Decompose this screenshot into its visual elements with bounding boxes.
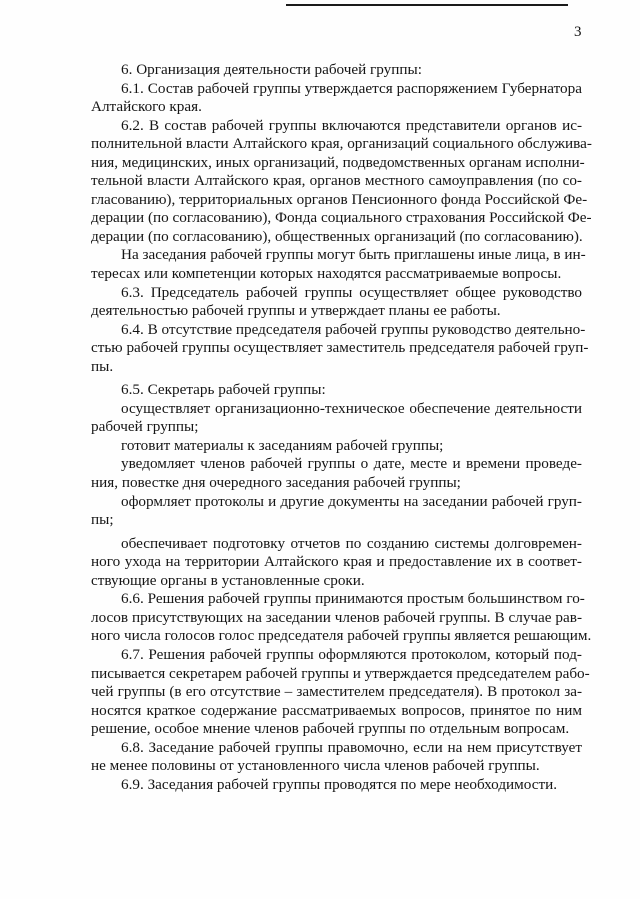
paragraph-p-6-4 <box>91 320 589 377</box>
paragraph-p-6-1 <box>91 80 582 117</box>
paragraph-p-6-2b <box>91 246 586 283</box>
text-line: ствующие органы в установленные сроки. <box>91 571 365 589</box>
text-line: ного ухода на территории Алтайского края и предоставление их в соответ- <box>91 553 582 571</box>
text-line: пы. <box>91 357 114 375</box>
text-line: не менее половины от установленного числа членов рабочей группы. <box>91 757 540 775</box>
text-line: 6.8. Заседание рабочей группы правомочно, если на нем присутствует <box>121 738 582 756</box>
paragraph-p-6 <box>91 61 582 80</box>
paragraph-p-6-6 <box>91 590 592 646</box>
text-line: дерации (по согласованию), Фонда социального страхования Российской Фе- <box>91 209 592 227</box>
text-line: писывается секретарем рабочей группы и утверждается председателем рабо- <box>91 664 590 682</box>
text-line: ного числа голосов голос председателя рабочей группы является решающим. <box>91 627 592 645</box>
paragraph-p-6-5d <box>91 493 582 530</box>
text-line: лосов присутствующих на заседании членов рабочей группы. В случае рав- <box>91 608 582 626</box>
paragraph-p-6-5 <box>91 381 582 400</box>
text-line: дерации (по согласованию), общественных организаций (по согласованию). <box>91 227 583 245</box>
paragraph-p-6-2 <box>91 116 592 247</box>
text-line: стью рабочей группы осуществляет заместитель председателя рабочей груп- <box>91 339 589 357</box>
text-line: полнительной власти Алтайского края, организаций социального обслужива- <box>91 135 592 153</box>
text-line: носятся краткое содержание рассматриваемых вопросов, принятое по ним <box>91 701 582 719</box>
text-line: 6.6. Решения рабочей группы принимаются простым большинством го- <box>121 590 585 608</box>
text-line: 6.3. Председатель рабочей группы осуществляет общее руководство <box>121 283 582 301</box>
text-line: 6. Организация деятельности рабочей группы: <box>121 61 422 78</box>
text-line: готовит материалы к заседаниям рабочей группы; <box>121 436 444 454</box>
text-line: тересах или компетенции которых находятся рассматриваемые вопросы. <box>91 265 562 283</box>
paragraph-p-6-5c <box>91 455 582 492</box>
paragraph-p-6-3 <box>91 284 582 321</box>
text-line: 6.4. В отсутствие председателя рабочей группы руководство деятельно- <box>121 320 586 338</box>
document-body <box>91 61 592 794</box>
text-line: пы; <box>91 511 114 529</box>
paragraph-p-6-9 <box>91 776 582 795</box>
text-line: тельной власти Алтайского края, органов местного самоуправления (по со- <box>91 172 582 190</box>
text-line: гласованию), территориальных органов Пенсионного фонда Российской Фе- <box>91 190 588 208</box>
paragraph-p-6-5b <box>91 437 582 456</box>
text-line: рабочей группы; <box>91 418 199 436</box>
text-line: ния, повестке дня очередного заседания рабочей группы; <box>91 474 461 492</box>
text-line: На заседания рабочей группы могут быть приглашены иные лица, в ин- <box>121 246 586 264</box>
text-line: решение, особое мнение членов рабочей группы по отдельным вопросам. <box>91 720 570 738</box>
text-line: 6.5. Секретарь рабочей группы: <box>121 381 326 399</box>
text-line: осуществляет организационно-техническое обеспечение деятельности <box>121 399 582 417</box>
text-line: деятельностью рабочей группы и утверждает планы ее работы. <box>91 302 501 320</box>
text-line: 6.9. Заседания рабочей группы проводятся по мере необходимости. <box>121 775 558 793</box>
text-line: 6.7. Решения рабочей группы оформляются протоколом, который под- <box>121 645 582 663</box>
top-edge-rule <box>286 4 568 6</box>
paragraph-p-6-8 <box>91 739 582 776</box>
page-number: 3 <box>574 24 582 40</box>
text-line: уведомляет членов рабочей группы о дате, месте и времени проведе- <box>121 455 582 473</box>
paragraph-p-6-7 <box>91 645 590 739</box>
paragraph-p-6-5a <box>91 400 582 437</box>
text-line: чей группы (в его отсутствие – заместителем председателя). В протокол за- <box>91 683 582 701</box>
paragraph-p-6-5e <box>91 535 582 591</box>
text-line: 6.1. Состав рабочей группы утверждается распоряжением Губернатора <box>121 79 582 97</box>
text-line: Алтайского края. <box>91 98 202 116</box>
text-line: оформляет протоколы и другие документы на заседании рабочей груп- <box>121 492 582 510</box>
text-line: обеспечивает подготовку отчетов по созданию системы долговремен- <box>121 534 582 552</box>
text-line: ния, медицинских, иных организаций, подведомственных органам исполни- <box>91 153 585 171</box>
text-line: 6.2. В состав рабочей группы включаются представители органов ис- <box>121 116 582 134</box>
